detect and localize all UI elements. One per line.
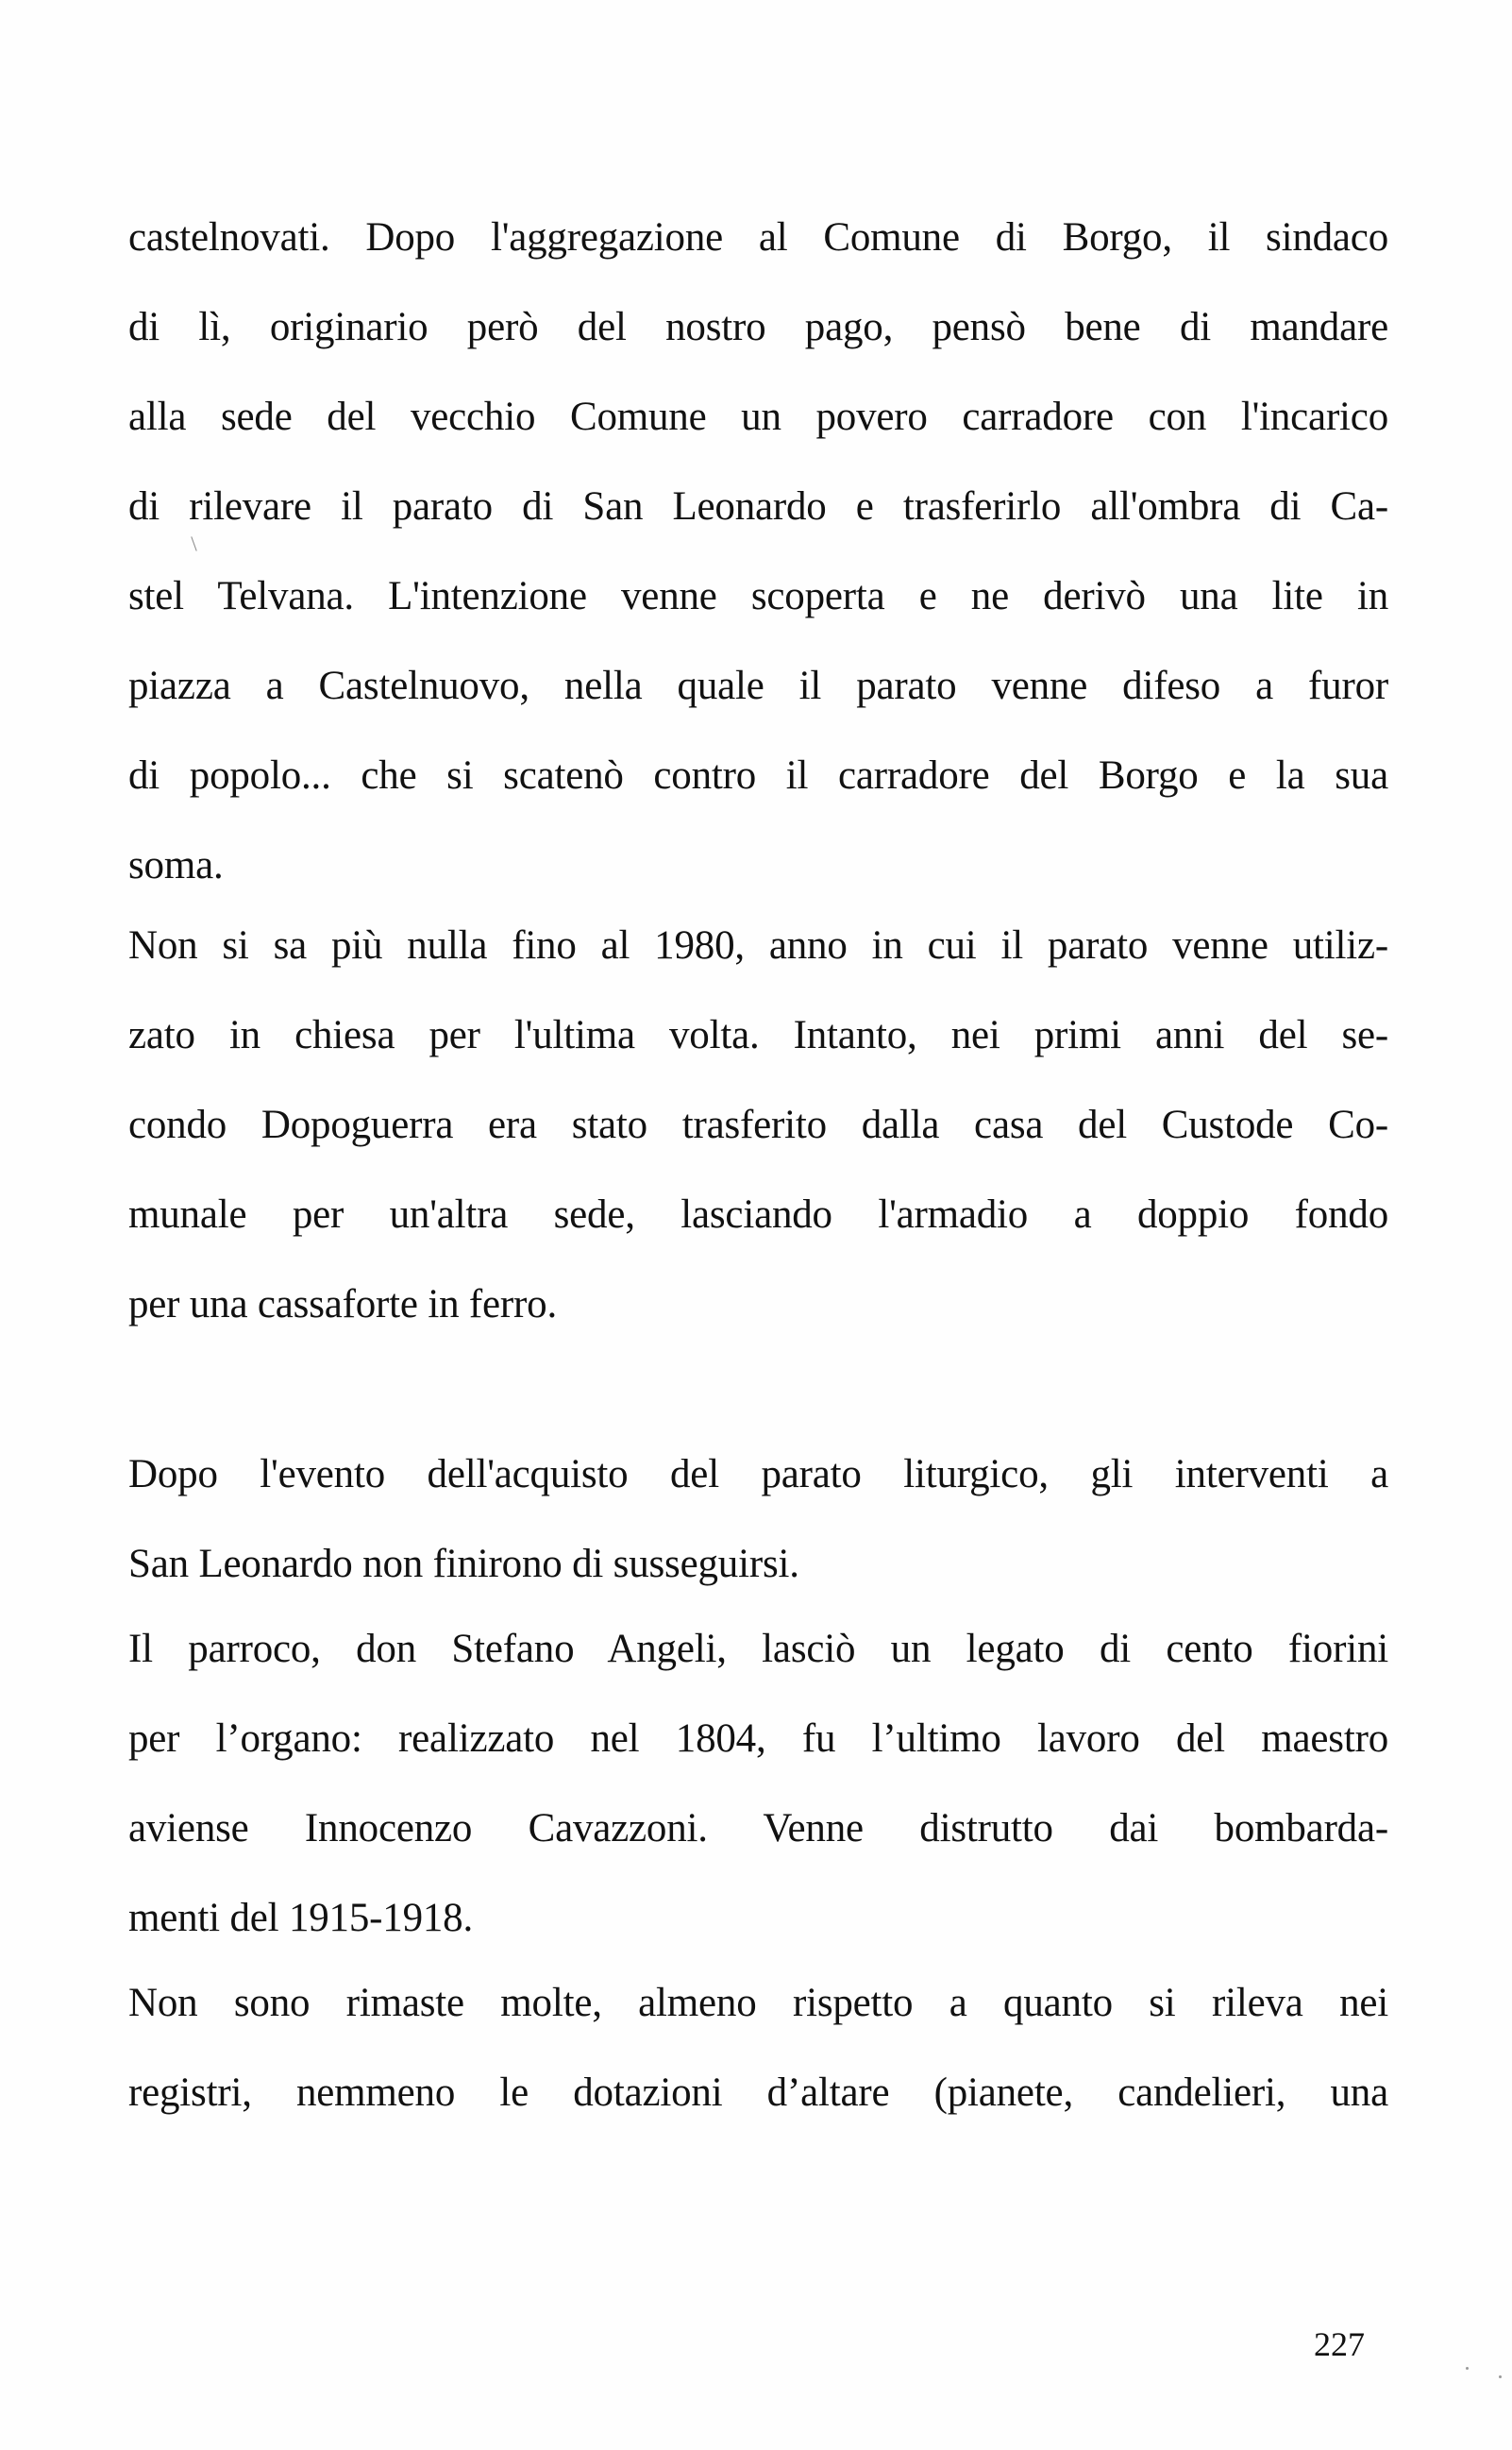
text-line: alla sede del vecchio Comune un povero carradore con l'incarico <box>128 395 1388 439</box>
text-line: Il parroco, don Stefano Angeli, lasciò un legato di cento fiorini <box>128 1627 1388 1671</box>
scan-artifact <box>1499 2375 1502 2378</box>
text-line: condo Dopoguerra era stato trasferito dalla casa del Custode Co- <box>128 1103 1388 1147</box>
text-line: aviense Innocenzo Cavazzoni. Venne distrutto dai bombarda- <box>128 1806 1388 1850</box>
page-number: 227 <box>1314 2325 1365 2363</box>
text-line: Non si sa più nulla fino al 1980, anno in cui il parato venne utiliz- <box>128 923 1388 968</box>
text-line: di lì, originario però del nostro pago, pensò bene di mandare <box>128 305 1388 349</box>
text-line: stel Telvana. L'intenzione venne scoperta e ne derivò una lite in <box>128 574 1388 618</box>
text-line: piazza a Castelnuovo, nella quale il parato venne difeso a furor <box>128 664 1388 708</box>
text-line: di popolo... che si scatenò contro il carradore del Borgo e la sua <box>128 753 1388 798</box>
text-line: San Leonardo non finirono di susseguirsi. <box>128 1542 799 1586</box>
text-line: registri, nemmeno le dotazioni d’altare (pianete, candelieri, una <box>128 2070 1388 2115</box>
text-line: per una cassaforte in ferro. <box>128 1282 558 1326</box>
scan-artifact <box>1466 2367 1469 2370</box>
text-line: per l’organo: realizzato nel 1804, fu l’ultimo lavoro del maestro <box>128 1716 1388 1761</box>
text-line: menti del 1915-1918. <box>128 1896 474 1940</box>
scan-artifact <box>191 536 196 550</box>
text-line: soma. <box>128 843 224 887</box>
text-line: di rilevare il parato di San Leonardo e trasferirlo all'ombra di Ca- <box>128 484 1388 529</box>
text-line: castelnovati. Dopo l'aggregazione al Comune di Borgo, il sindaco <box>128 215 1388 260</box>
text-line: Non sono rimaste molte, almeno rispetto a quanto si rileva nei <box>128 1981 1388 2025</box>
text-line: zato in chiesa per l'ultima volta. Intanto, nei primi anni del se- <box>128 1013 1388 1057</box>
text-line: Dopo l'evento dell'acquisto del parato liturgico, gli interventi a <box>128 1452 1388 1496</box>
text-line: munale per un'altra sede, lasciando l'armadio a doppio fondo <box>128 1192 1388 1237</box>
